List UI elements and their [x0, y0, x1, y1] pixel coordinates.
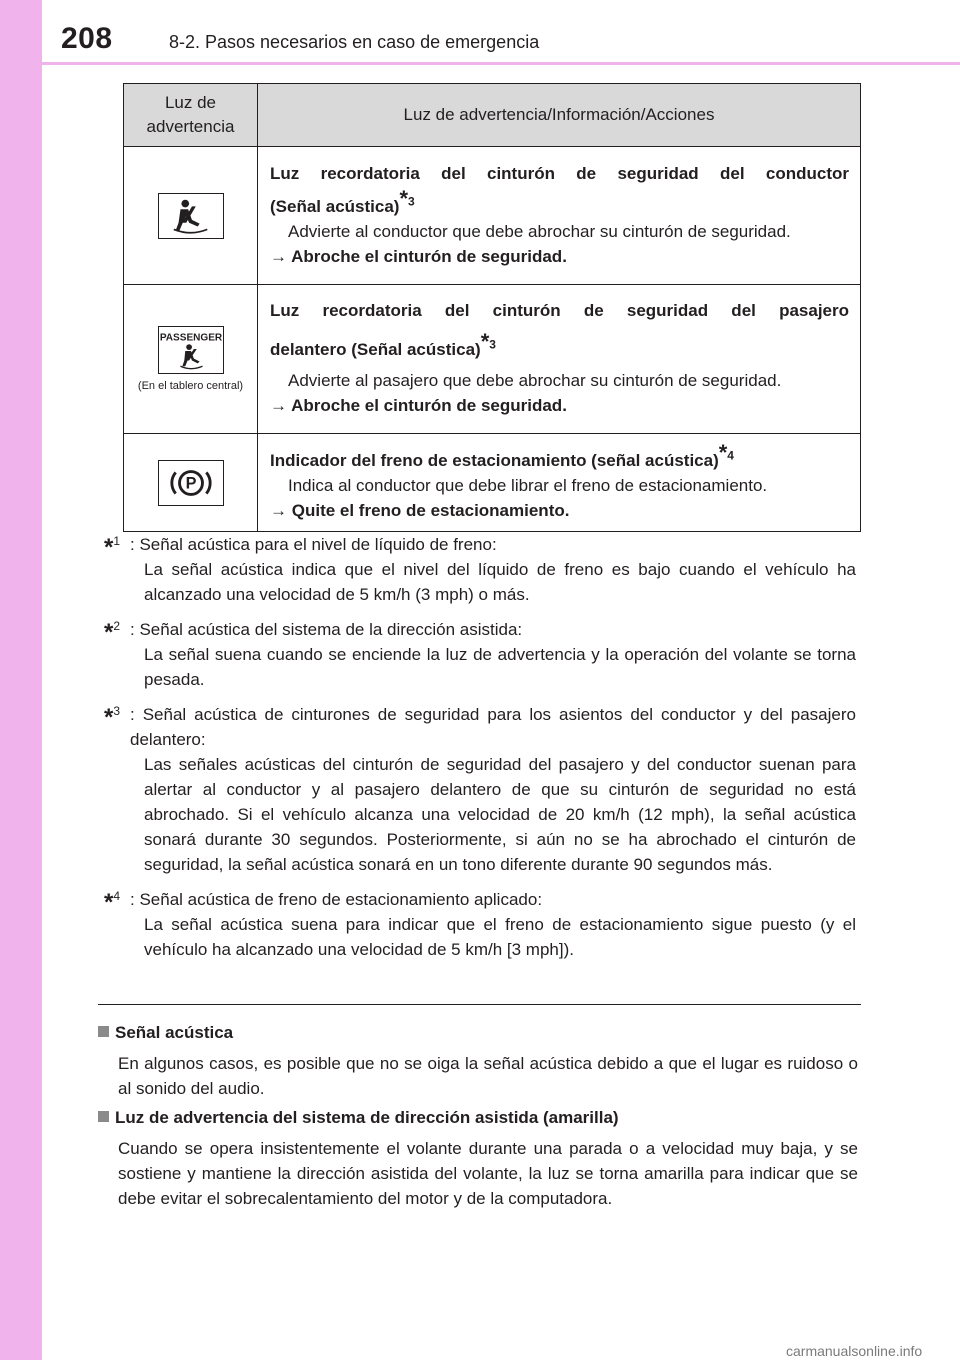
row-description: Advierte al conductor que debe abrochar su cinturón de seguridad.: [288, 221, 791, 241]
row-title-line2: delantero (Señal acústica): [270, 340, 481, 359]
footnote-ref: 4: [727, 448, 734, 463]
column-header-warning-light: Luz de advertencia: [124, 84, 258, 147]
info-section: [98, 1105, 858, 1211]
action-text: Quite el freno de estacionamiento.: [291, 501, 570, 520]
footnote-marker: *: [718, 440, 728, 465]
square-bullet-icon: [98, 1026, 109, 1037]
row-action: [270, 498, 849, 523]
action-text: Abroche el cinturón de seguridad.: [291, 246, 567, 266]
row-title: Luz recordatoria del cinturón de seguridad del conductor: [270, 163, 849, 183]
icon-cell: [124, 285, 258, 434]
footnote-number: 2: [113, 619, 121, 633]
section-text: Cuando se opera insistentemente el volante durante una parada o a velocidad muy baja, y se sostiene y mantiene la dirección asistida del volante, la luz se torna amarilla para indicar que se debe evitar el sobrecalentamiento del motor y de la computadora.: [118, 1139, 858, 1208]
footnote-heading: : Señal acústica del sistema de la dirección asistida:: [130, 620, 523, 639]
footnote-number: 3: [113, 704, 121, 718]
footnote-item: [104, 887, 856, 962]
arrow-icon: →: [270, 501, 287, 520]
row-action: [270, 393, 849, 418]
side-color-band: [0, 0, 42, 1360]
icon-cell: [124, 147, 258, 285]
section-text: En algunos casos, es posible que no se oiga la señal acústica debido a que el lugar es ruidoso o al sonido del audio.: [118, 1054, 858, 1098]
action-text: Abroche el cinturón de seguridad.: [291, 396, 567, 415]
footnote-star: *$^4$: [104, 889, 121, 916]
parking-brake-icon: [158, 460, 224, 506]
row-title-continued: [270, 186, 849, 219]
info-cell: [258, 434, 861, 532]
footnote-heading: : Señal acústica para el nivel de líquido de freno:: [130, 535, 497, 554]
table-row: [124, 434, 861, 532]
footnote-marker: *: [399, 185, 409, 211]
row-title-line2: (Señal acústica): [270, 196, 400, 216]
arrow-icon: →: [270, 246, 287, 266]
footnote-marker: *: [480, 329, 490, 354]
table-row: [124, 147, 861, 285]
column-header-info: Luz de advertencia/Información/Acciones: [258, 84, 861, 147]
table-header-row: [124, 84, 861, 147]
passenger-seatbelt-icon: [158, 326, 224, 374]
footnote-item: [104, 617, 856, 692]
footnote-number: 1: [113, 534, 121, 548]
row-description: Advierte al pasajero que debe abrochar su cinturón de seguridad.: [288, 371, 782, 390]
icon-caption: (En el tablero central): [137, 379, 244, 392]
row-title-line1: Indicador del freno de estacionamiento (señal acústica): [270, 451, 719, 470]
row-description: Indica al conductor que debe librar el freno de estacionamiento.: [288, 476, 768, 495]
passenger-label: PASSENGER: [159, 331, 222, 343]
section-divider: [98, 1004, 861, 1005]
footnote-number: 4: [113, 889, 121, 903]
footnote-item: [104, 532, 856, 607]
row-action: [270, 244, 849, 269]
section-heading-text: Luz de advertencia del sistema de dirección asistida (amarilla): [115, 1108, 619, 1127]
icon-cell: [124, 434, 258, 532]
footnotes: [104, 532, 856, 972]
warning-light-table: [123, 83, 861, 532]
section-heading: [98, 1105, 858, 1130]
info-cell: [258, 147, 861, 285]
driver-seatbelt-icon: [158, 193, 224, 239]
table-row: [124, 285, 861, 434]
section-heading-text: Señal acústica: [115, 1023, 234, 1042]
footnote-star: *$^1$: [104, 534, 121, 561]
arrow-icon: →: [270, 396, 287, 415]
footnote-body: La señal acústica suena para indicar que el freno de estacionamiento sigue puesto (y el vehículo ha alcanzado una velocidad de 5 km/h [3 mph]).: [144, 915, 856, 959]
footnote-heading: : Señal acústica de freno de estacionamiento aplicado:: [130, 890, 543, 909]
footnote-ref: 3: [489, 337, 496, 352]
parking-p-label: P: [185, 474, 196, 493]
footnote-item: [104, 702, 856, 877]
footnote-body: La señal suena cuando se enciende la luz de advertencia y la operación del volante se torna pesada.: [144, 645, 856, 689]
info-section: [98, 1020, 858, 1101]
footnote-ref: 3: [408, 193, 415, 208]
watermark: carmanualsonline.info: [786, 1343, 923, 1359]
row-title-continued: [270, 329, 849, 362]
row-title: Luz recordatoria del cinturón de seguridad del pasajero: [270, 301, 849, 320]
square-bullet-icon: [98, 1111, 109, 1122]
footnote-body: La señal acústica indica que el nivel del líquido de freno es bajo cuando el vehículo ha alcanzado una velocidad de 5 km/h (3 mph) o más.: [144, 560, 856, 604]
footnote-body: Las señales acústicas del cinturón de seguridad del pasajero y del conductor suenan para alertar al conductor y al pasajero delantero de que su cinturón de seguridad no está abrochado. Si el vehículo alcanza una velocidad de 20 km/h (12 mph), la señal acústica sonará durante 30 segundos. Posteriormente, si aún no se ha abrochado el cinturón de seguridad, la señal acústica sonará en un tono diferente durante 90 segundos más.: [144, 755, 856, 874]
footnote-heading: : Señal acústica de cinturones de seguridad para los asientos del conductor y del pasajero delantero:: [130, 705, 856, 749]
section-heading: [98, 1020, 858, 1045]
info-cell: [258, 285, 861, 434]
footnote-star: *$^3$: [104, 704, 121, 731]
row-title: [270, 440, 849, 473]
page-number: 208: [61, 22, 113, 55]
footnote-star: *$^2$: [104, 619, 121, 646]
section-title: 8-2. Pasos necesarios en caso de emergencia: [169, 32, 540, 52]
